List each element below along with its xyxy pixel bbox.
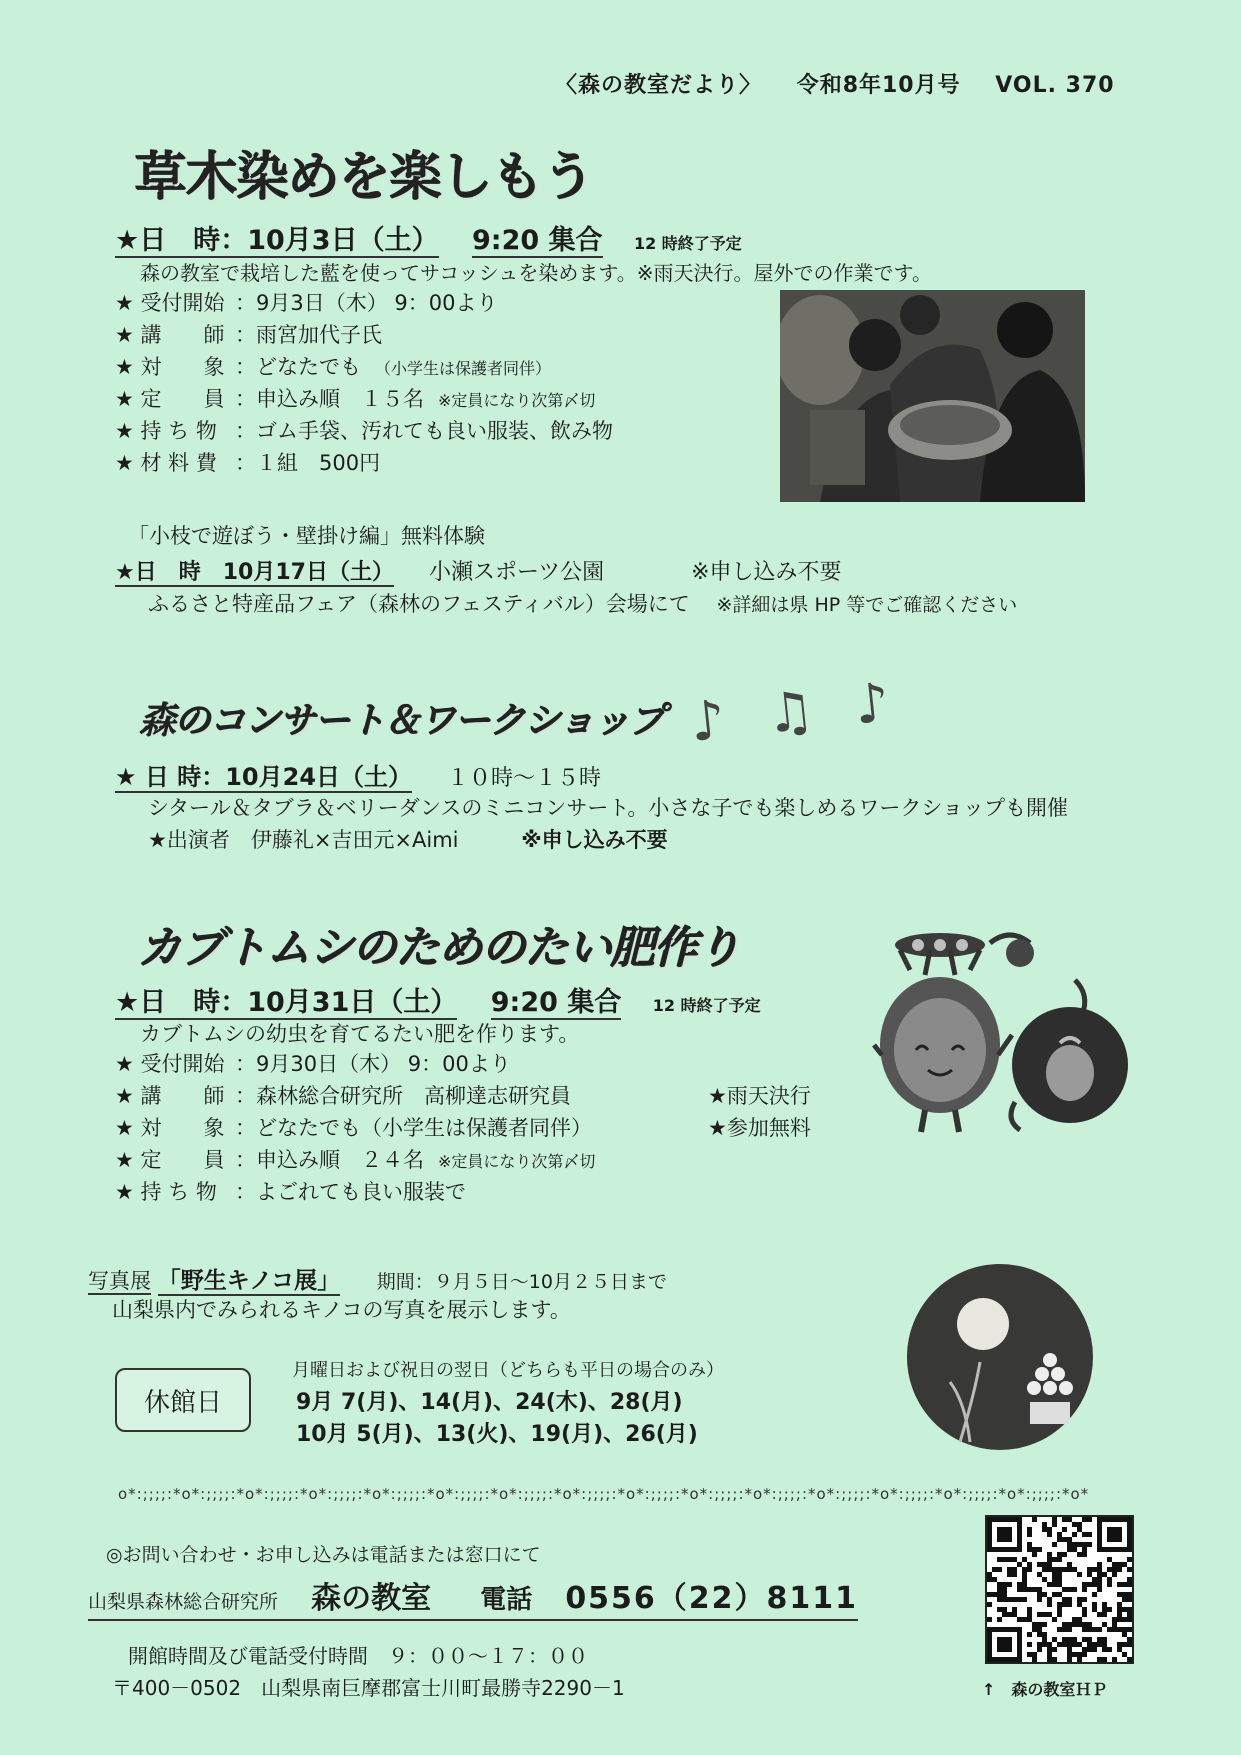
detail-key: ★ 持 ち 物	[115, 1180, 217, 1204]
detail-key: ★ 受付開始	[115, 1052, 225, 1076]
qr-caption: ↑ 森の教室ＨＰ	[982, 1680, 1108, 1699]
exhibit-line	[88, 1262, 667, 1295]
detail-row	[115, 1176, 606, 1208]
event3-description: カブトムシの幼虫を育てるたい肥を作ります。	[140, 1022, 580, 1046]
contact-tel-label: 電話	[480, 1585, 533, 1615]
detail-value: ：申込み順 ２４名	[235, 1148, 424, 1172]
detail-key: ★ 対 象	[115, 1116, 225, 1140]
detail-row	[115, 287, 627, 319]
detail-key: ★ 講 師	[115, 1084, 225, 1108]
closed-days-october: 10月 5(月)、13(火)、19(月)、26(月)	[296, 1422, 698, 1447]
detail-row	[115, 1048, 606, 1080]
free-trial-venue: ふるさと特産品フェア（森林のフェスティバル）会場にて	[148, 592, 690, 616]
event3-date-label: ★日 時：10月31日（土）	[115, 987, 458, 1018]
detail-row	[115, 1112, 606, 1144]
exhibit-title: 「野生キノコ展」	[157, 1268, 341, 1294]
detail-key: ★ 持 ち 物	[115, 419, 217, 443]
contact-line	[88, 1573, 858, 1621]
detail-note: ※定員になり次第〆切	[438, 1152, 596, 1171]
qr-code[interactable]	[985, 1515, 1134, 1664]
contact-tel: 0556（22）8111	[565, 1581, 859, 1616]
exhibit-description: 山梨県内でみられるキノコの写真を展示します。	[112, 1298, 571, 1322]
moon-viewing-illustration	[905, 1262, 1095, 1452]
detail-row	[115, 1144, 606, 1176]
event1-description: 森の教室で栽培した藍を使ってサコッシュを染めます。※雨天決行。屋外での作業です。	[140, 261, 932, 285]
detail-key: ★ 定 員	[115, 387, 225, 411]
contact-name: 森の教室	[311, 1581, 432, 1616]
event2-time: １０時～１５時	[447, 766, 602, 791]
closed-days-label: 休館日	[115, 1368, 251, 1432]
contact-org: 山梨県森林総合研究所	[88, 1591, 279, 1613]
event2-performers: ★出演者 伊藤礼×吉田元×Aimi	[148, 828, 459, 852]
event2-note: ※申し込み不要	[521, 828, 668, 852]
postal-address: 〒400－0502 山梨県南巨摩郡富士川町最勝寺2290－1	[112, 1676, 625, 1700]
detail-row	[115, 447, 627, 479]
event1-end-note: 12 時終了予定	[633, 234, 742, 253]
event1-title: 草木染めを楽しもう	[135, 148, 595, 208]
detail-value: ：よごれても良い服装で	[235, 1180, 466, 1204]
contact-intro: ◎お問い合わせ・お申し込みは電話または窓口にて	[106, 1544, 541, 1566]
detail-value: ：どなたでも	[235, 355, 361, 379]
detail-note: ※定員になり次第〆切	[438, 391, 596, 410]
detail-key: ★ 材 料 費	[115, 451, 217, 475]
issue-date: 令和8年10月号	[796, 73, 961, 98]
event2-title: 森のコンサート＆ワークショップ	[140, 701, 665, 742]
music-notes-icon: ♪ ♫ ♪	[687, 669, 905, 754]
detail-value: ：申込み順 １５名	[235, 387, 424, 411]
event1-time: 9:20 集合	[471, 225, 603, 256]
event3-date	[115, 980, 761, 1019]
free-trial-venue-line	[148, 588, 1017, 618]
event2-description: シタール＆タブラ＆ベリーダンスのミニコンサート。小さな子でも楽しめるワークショップも開催	[148, 796, 1069, 820]
event3-details	[115, 1048, 606, 1208]
series-name: 〈森の教室だより〉	[555, 73, 763, 98]
closed-days-note: 月曜日および祝日の翌日（どちらも平日の場合のみ）	[292, 1360, 724, 1381]
event1-date	[115, 218, 742, 257]
detail-key: ★ 講 師	[115, 323, 225, 347]
detail-value: ：9月30日（木） 9：00より	[235, 1052, 511, 1076]
detail-value: ：9月3日（木） 9：00より	[235, 291, 498, 315]
free-trial-note: ※申し込み不要	[691, 560, 842, 585]
detail-value: ：どなたでも（小学生は保護者同伴）	[235, 1116, 592, 1140]
detail-value: ：森林総合研究所 高柳達志研究員	[235, 1084, 571, 1108]
detail-value: ：ゴム手袋、汚れても良い服装、飲み物	[235, 419, 613, 443]
event1-details	[115, 287, 627, 479]
free-trial-title: 「小枝で遊ぼう・壁掛け編」無料体験	[128, 524, 485, 548]
event3-side-note-free: ★参加無料	[708, 1116, 811, 1140]
detail-row	[115, 415, 627, 447]
detail-value: ：１組 500円	[235, 451, 381, 475]
free-trial-date	[115, 555, 842, 586]
exhibit-period: 期間：９月５日～10月２５日まで	[376, 1271, 667, 1293]
event3-title: カブトムシのためのたい肥作り	[138, 923, 740, 974]
dyeing-workshop-photo	[780, 290, 1085, 502]
detail-row	[115, 383, 627, 415]
beetle-compost-illustration	[870, 905, 1132, 1145]
newsletter-header	[555, 68, 1141, 99]
exhibit-label: 写真展	[88, 1269, 151, 1293]
event1-date-label: ★日 時：10月3日（土）	[115, 225, 439, 256]
detail-value: ：雨宮加代子氏	[235, 323, 382, 347]
detail-key: ★ 対 象	[115, 355, 225, 379]
detail-row	[115, 1080, 606, 1112]
detail-key: ★ 定 員	[115, 1148, 225, 1172]
event2-date	[115, 757, 601, 792]
event2-date-label: ★ 日 時：10月24日（土）	[115, 763, 413, 791]
event3-side-note-rain: ★雨天決行	[708, 1084, 811, 1108]
detail-row	[115, 319, 627, 351]
opening-hours: 開館時間及び電話受付時間 ９：００～１７：００	[128, 1644, 588, 1668]
decorative-divider: o*:;;;;:*o*:;;;;:*o*:;;;;:*o*:;;;;:*o*:;;;;:*o*:;;;;:*o*:;;;;:*o*:;;;;:*o*:;;;;:*o*:;;;;:*o*:;;;;:*o*:;;;;:*o*:;;;;:*o*:;;;;:*o*:;;;;:*o*	[118, 1485, 1090, 1503]
free-trial-place: 小瀬スポーツ公園	[428, 560, 605, 585]
free-trial-note2: ※詳細は県 HP 等でご確認ください	[716, 594, 1018, 616]
detail-row	[115, 351, 627, 383]
event2-performers-line	[148, 824, 668, 854]
volume-number: VOL. 370	[995, 73, 1115, 98]
free-trial-date-label: ★日 時 10月17日（土）	[115, 560, 394, 585]
event3-end-note: 12 時終了予定	[652, 996, 761, 1015]
detail-key: ★ 受付開始	[115, 291, 225, 315]
event3-time: 9:20 集合	[490, 987, 622, 1018]
closed-days-september: 9月 7(月)、14(月)、24(木)、28(月)	[296, 1390, 683, 1415]
detail-note: （小学生は保護者同伴）	[375, 359, 552, 378]
